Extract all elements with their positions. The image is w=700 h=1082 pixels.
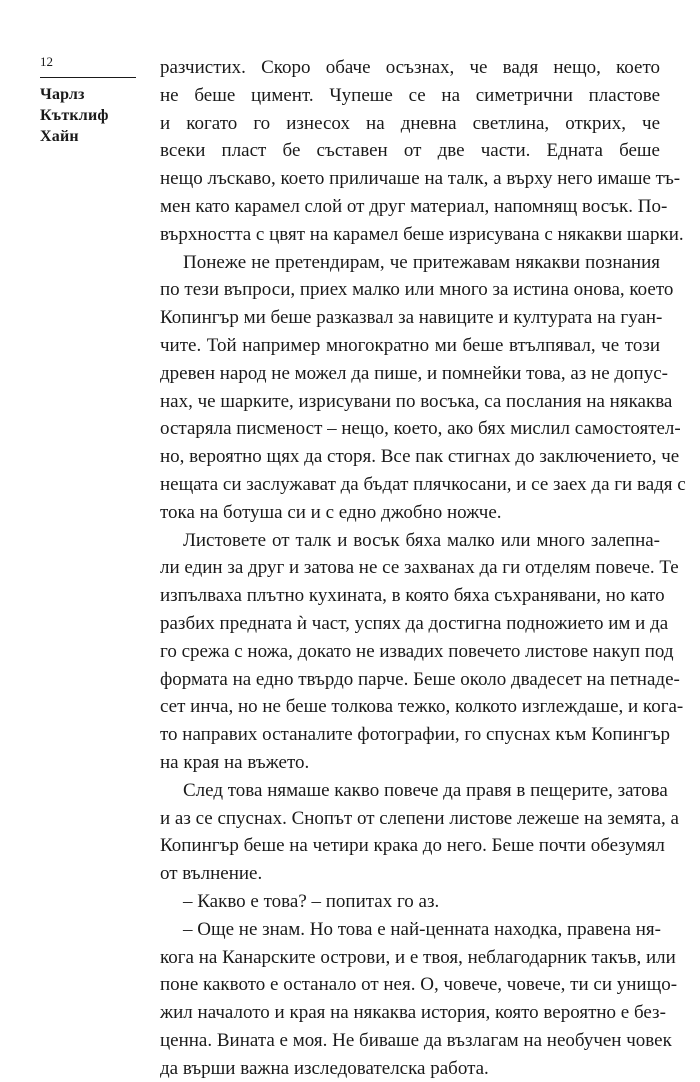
text-line: и когато го изнесох на дневна светлина, открих, че <box>160 112 660 134</box>
text-line: – Още не знам. Но това е най-ценната находка, правена ня- <box>183 918 661 940</box>
text-line: чите. Той например многократно ми беше втълпявал, че този <box>160 334 660 356</box>
text-line: разчистих. Скоро обаче осъзнах, че вадя нещо, което <box>160 57 660 78</box>
text-line: нещата си заслужават да бъдат плячкосани, и се заех да ги вадя с <box>160 473 686 495</box>
running-head-line: Хайн <box>40 128 79 145</box>
text-line: разбих предната ѝ част, успях да достигна подножието им и да <box>160 612 669 634</box>
paragraph <box>160 888 660 916</box>
text-line: Понеже не претендирам, че притежавам някакви познания <box>183 251 660 273</box>
paragraph <box>160 249 686 527</box>
text-line: от вълнение. <box>160 863 263 885</box>
text-line: нещо лъскаво, което приличаше на талк, а върху него имаше тъ- <box>160 168 681 190</box>
text-line: ли един за друг и затова не се захванах да ги отделям повече. Те <box>160 557 679 579</box>
text-line: всеки пласт бе съставен от две части. Едната беше <box>160 140 660 162</box>
text-line: Копингър ми беше разказвал за навиците и културата на гуан- <box>160 307 663 329</box>
text-line: формата на едно твърдо парче. Беше около двадесет на петнаде- <box>160 668 680 690</box>
text-line: Листовете от талк и восък бяха малко или много залепна- <box>183 529 660 551</box>
paragraph <box>160 916 678 1082</box>
text-line: на края на въжето. <box>160 751 310 773</box>
text-line: и аз се спуснах. Снопът от слепени листове лежеше на земята, а <box>160 807 679 829</box>
text-line: жил началото и края на някаква история, която вероятно е без- <box>160 1002 666 1024</box>
header-rule <box>40 77 136 78</box>
paragraph <box>160 54 684 249</box>
text-line: по тези въпроси, приех малко или много за истина онова, което <box>160 279 674 301</box>
text-line: тока на ботуша си и с едно джобно ножче. <box>160 501 502 523</box>
text-line: но, вероятно щях да сторя. Все пак стигнах до заключението, че <box>160 446 680 468</box>
text-line: го срежа с ножа, докато не извадих повечето листове накуп под <box>160 640 674 662</box>
body-text <box>160 54 686 1082</box>
paragraph <box>160 777 679 888</box>
text-line: ценна. Вината е моя. Не биваше да възлагам на необучен човек <box>160 1029 672 1051</box>
text-line: След това нямаше какво повече да правя в пещерите, затова <box>183 779 668 801</box>
paragraph <box>160 527 684 777</box>
text-line: не беше цимент. Чупеше се на симетрични пластове <box>160 84 660 106</box>
text-line: да върши важна изследователска работа. <box>160 1057 489 1079</box>
text-line: изпълваха плътно кухината, в която бяха съхранявани, но като <box>160 585 665 607</box>
page-number: 12 <box>40 54 53 69</box>
running-head <box>40 84 152 147</box>
text-line: кога на Канарските острови, и е твоя, неблагодарник такъв, или <box>160 946 676 968</box>
text-line: – Какво е това? – попитах го аз. <box>183 890 440 912</box>
text-line: върхността с цвят на карамел беше изрисувана с някакви шарки. <box>160 223 684 245</box>
text-line: древен народ не можел да пише, и помнейки това, аз не допус- <box>160 362 668 384</box>
text-line: поне каквото е останало от нея. О, човече, човече, ти си унищо- <box>160 974 678 996</box>
text-line: сет инча, но не беше толкова тежко, колкото изглеждаше, и кога- <box>160 696 684 718</box>
text-line: мен като карамел слой от друг материал, напомнящ восък. По- <box>160 195 668 217</box>
running-head-line: Чарлз Кътклиф <box>40 86 109 124</box>
text-line: нах, че шарките, изрисувани по восъка, са послания на някаква <box>160 390 673 412</box>
text-line: остаряла писменост – нещо, което, ако бях мислил самостоятел- <box>160 418 681 440</box>
text-line: то направих останалите фотографии, го спуснах към Копингър <box>160 724 671 746</box>
text-line: Копингър беше на четири крака до него. Беше почти обезумял <box>160 835 665 857</box>
